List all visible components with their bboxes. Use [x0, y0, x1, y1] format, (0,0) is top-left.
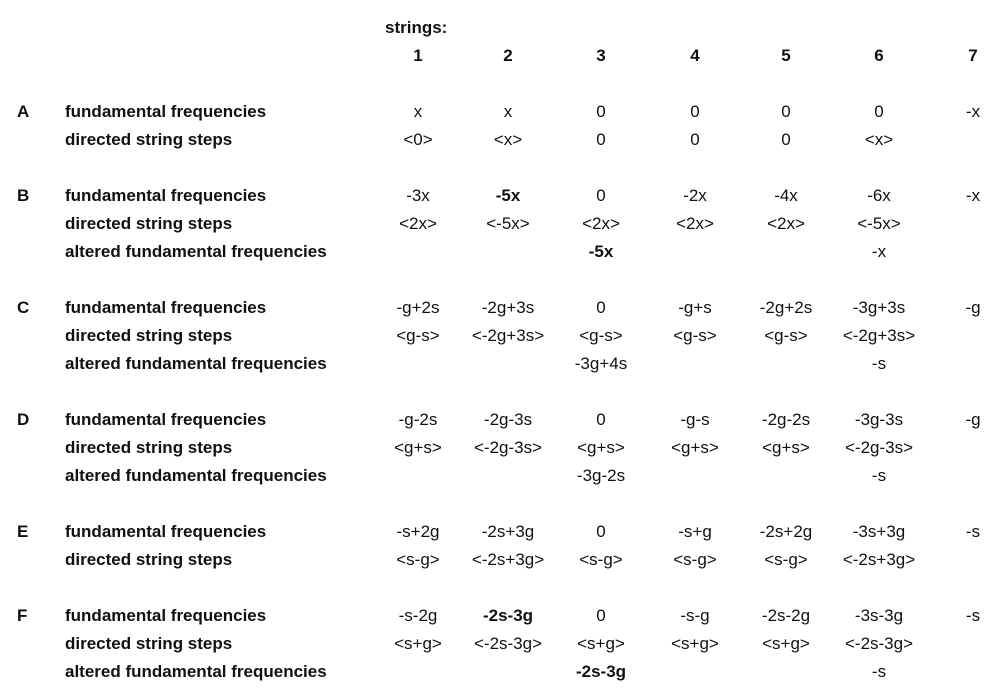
table-cell: -2g-2s — [761, 410, 811, 429]
column-header-6: 6 — [874, 46, 884, 65]
table-cell: <s+g> — [394, 634, 442, 653]
table-cell: -s-g — [680, 606, 710, 625]
table-cell: -2x — [683, 186, 707, 205]
table-cell: 0 — [596, 130, 606, 149]
table-cell: <g-s> — [396, 326, 440, 345]
table-cell: <-5x> — [857, 214, 901, 233]
table-cell: <g-s> — [673, 326, 717, 345]
table-cell: -g-s — [680, 410, 710, 429]
table-cell: -g+2s — [396, 298, 440, 317]
table-cell: <-2g-3s> — [844, 438, 914, 457]
table-cell: -2s-3g — [482, 606, 534, 625]
section-label-D: D — [17, 410, 30, 429]
row-label: fundamental frequencies — [65, 522, 267, 541]
table-cell: <s+g> — [577, 634, 625, 653]
table-cell: <g+s> — [671, 438, 719, 457]
table-cell: -g — [965, 298, 981, 317]
table-cell: -3s+3g — [852, 522, 906, 541]
table-cell: <g-s> — [764, 326, 808, 345]
table-cell: 0 — [690, 102, 700, 121]
table-cell: -g+s — [678, 298, 712, 317]
table-cell: <g+s> — [577, 438, 625, 457]
table-cell: x — [413, 102, 423, 121]
row-label: fundamental frequencies — [65, 102, 267, 121]
table-cell: <-2s+3g> — [842, 550, 916, 569]
table-cell: 0 — [596, 522, 606, 541]
table-cell: <s-g> — [579, 550, 623, 569]
section-label-C: C — [17, 298, 30, 317]
table-cell: <2x> — [767, 214, 805, 233]
table-cell: 0 — [596, 102, 606, 121]
table-cell: -x — [965, 102, 981, 121]
table-cell: -2g+2s — [759, 298, 813, 317]
column-header-1: 1 — [413, 46, 423, 65]
section-label-A: A — [17, 102, 30, 121]
table-cell: 0 — [596, 186, 606, 205]
table-cell: 0 — [596, 606, 606, 625]
table-cell: -3g-2s — [576, 466, 626, 485]
table-cell: 0 — [874, 102, 884, 121]
table-cell: x — [503, 102, 513, 121]
column-header-5: 5 — [781, 46, 791, 65]
column-header-2: 2 — [503, 46, 513, 65]
table-cell: -x — [871, 242, 887, 261]
section-label-B: B — [17, 186, 30, 205]
strings-label: strings: — [385, 18, 448, 37]
table-cell: <s+g> — [762, 634, 810, 653]
table-cell: -5x — [495, 186, 521, 205]
table-cell: -3g-3s — [854, 410, 904, 429]
table-cell: -g — [965, 410, 981, 429]
table-cell: <-5x> — [486, 214, 530, 233]
table-cell: <-2g+3s> — [471, 326, 545, 345]
table-cell: <x> — [493, 130, 523, 149]
table-cell: -2s-3g — [575, 662, 627, 681]
table-cell: <-2s-3g> — [473, 634, 543, 653]
row-label: fundamental frequencies — [65, 410, 267, 429]
table-cell: -g-2s — [398, 410, 438, 429]
section-label-E: E — [17, 522, 29, 541]
row-label: directed string steps — [65, 326, 233, 345]
row-label: fundamental frequencies — [65, 186, 267, 205]
row-label: directed string steps — [65, 550, 233, 569]
row-label: altered fundamental frequencies — [65, 354, 327, 373]
table-cell: <2x> — [676, 214, 714, 233]
section-label-F: F — [17, 606, 28, 625]
table-cell: -s — [871, 466, 887, 485]
table-cell: -6x — [867, 186, 891, 205]
table-cell: <0> — [403, 130, 433, 149]
table-cell: <-2g+3s> — [842, 326, 916, 345]
row-label: fundamental frequencies — [65, 606, 267, 625]
table-cell: -2g-3s — [483, 410, 533, 429]
table-cell: <s+g> — [671, 634, 719, 653]
table-cell: 0 — [781, 102, 791, 121]
row-label: fundamental frequencies — [65, 298, 267, 317]
table-cell: -s+g — [678, 522, 712, 541]
table-cell: -2g+3s — [481, 298, 535, 317]
table-cell: -s+2g — [396, 522, 440, 541]
table-cell: 0 — [596, 298, 606, 317]
table-cell: <-2s+3g> — [471, 550, 545, 569]
row-label: altered fundamental frequencies — [65, 242, 327, 261]
row-label: directed string steps — [65, 130, 233, 149]
table-cell: -5x — [588, 242, 614, 261]
table-cell: <-2s-3g> — [844, 634, 914, 653]
table-cell: -s — [965, 606, 981, 625]
table-cell: -x — [965, 186, 981, 205]
row-label: altered fundamental frequencies — [65, 466, 327, 485]
row-label: directed string steps — [65, 634, 233, 653]
table-cell: <g-s> — [579, 326, 623, 345]
table-cell: <-2g-3s> — [473, 438, 543, 457]
table-cell: <g+s> — [394, 438, 442, 457]
table-cell: -3s-3g — [854, 606, 904, 625]
column-header-4: 4 — [690, 46, 700, 65]
table-cell: -s-2g — [398, 606, 438, 625]
table-cell: -2s+2g — [759, 522, 813, 541]
table-cell: <s-g> — [764, 550, 808, 569]
table-cell: -2s+3g — [481, 522, 535, 541]
row-label: altered fundamental frequencies — [65, 662, 327, 681]
column-header-3: 3 — [596, 46, 606, 65]
table-cell: <2x> — [399, 214, 437, 233]
row-label: directed string steps — [65, 214, 233, 233]
table-cell: <2x> — [582, 214, 620, 233]
column-header-7: 7 — [968, 46, 978, 65]
row-label: directed string steps — [65, 438, 233, 457]
table-cell: -3g+4s — [574, 354, 628, 373]
table-cell: -3x — [406, 186, 430, 205]
table-cell: 0 — [690, 130, 700, 149]
table-cell: <g+s> — [762, 438, 810, 457]
table-cell: <s-g> — [396, 550, 440, 569]
table-cell: 0 — [596, 410, 606, 429]
table-cell: -4x — [774, 186, 798, 205]
table-cell: -s — [965, 522, 981, 541]
table-cell: -2s-2g — [761, 606, 811, 625]
table-cell: -s — [871, 354, 887, 373]
table-cell: <x> — [864, 130, 894, 149]
table-cell: 0 — [781, 130, 791, 149]
table-cell: <s-g> — [673, 550, 717, 569]
table-cell: -s — [871, 662, 887, 681]
table-cell: -3g+3s — [852, 298, 906, 317]
